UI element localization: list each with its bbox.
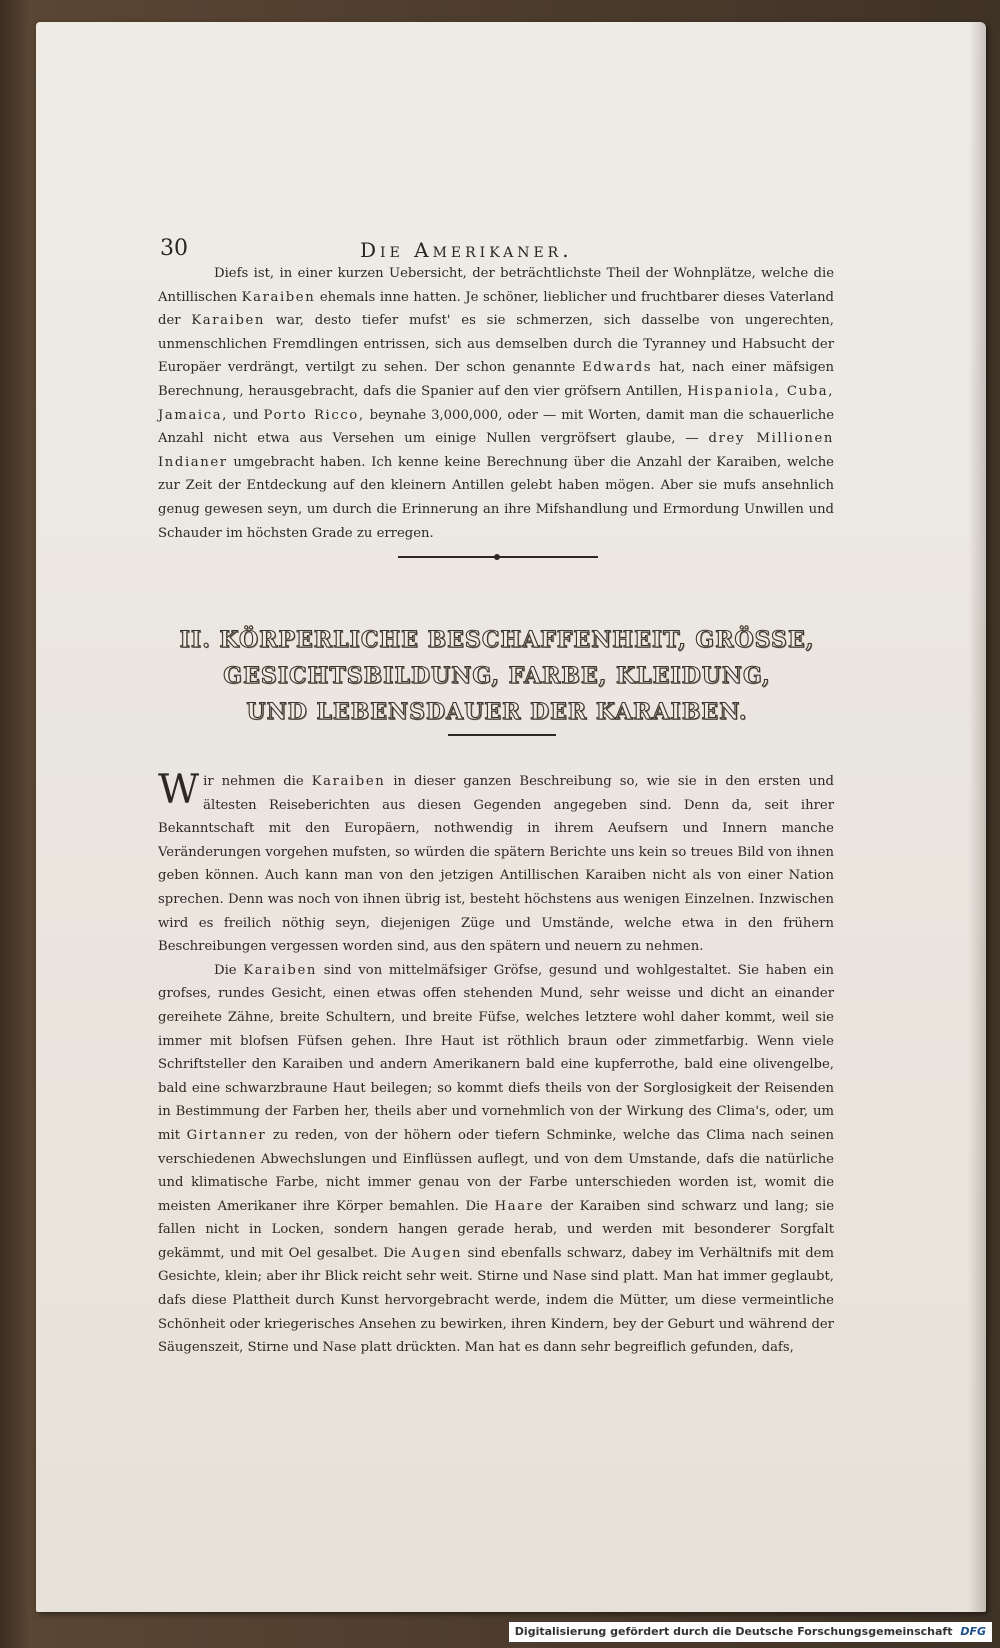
spaced-name: drey Millionen Indianer (158, 431, 834, 470)
footer-text: Digitalisierung gefördert durch die Deutsche Forschungsgemeinschaft (514, 1625, 953, 1638)
digitization-footer (509, 1622, 992, 1642)
spaced-name: Haare (494, 1198, 544, 1214)
text-run: in dieser ganzen Beschreibung so, wie sie in den ersten und ältesten Reiseberichten aus diesen Gegenden angegeben sind. Denn da, seit ihrer Bekanntschaft mit den Europäern, nothwendig in ihrem Aeufsern und Innern manche Veränderungen vorgehen mufsten, so würden die spätern Berichte uns kein so treues Bild von ihnen geben können. Auch kann man von den jetzigen Antillischen Karaiben nicht als von einer Nation sprechen. Denn was noch von ihnen übrig ist, besteht höchstens aus wenigen Einzelnen. Inzwischen wird es freilich nöthig seyn, diejenigen Züge und Umstände, welche etwa in den frühern Beschreibungen vergessen worden sind, aus den spätern und neuern zu nehmen. (158, 774, 834, 955)
text-run: sind von mittelmäfsiger Gröfse, gesund und wohlgestaltet. Sie haben ein grofses, rundes Gesicht, einen etwas offen stehenden Mund, sehr weisse und dicht an einander gereihete Zähne, breite Schultern, und breite Füfse, welches letztere wohl daher kommt, weil sie immer mit blofsen Füfsen gehen. Ihre Haut ist röthlich braun oder zimmetfarbig. Wenn viele Schriftsteller den Karaiben und andern Amerikanern bald eine kupferrothe, bald eine olivengelbe, bald eine schwarzbraune Haut beilegen; so kommt diefs theils von der Sorglosigkeit der Reisenden in Bestimmung der Farben her, theils aber und vornehmlich von der Wirkung des Clima's, oder, um mit (158, 962, 834, 1143)
text-run: Die (214, 962, 244, 978)
text-run: ir nehmen die (203, 774, 312, 789)
text-run: sind ebenfalls schwarz, dabey im Verhältnifs mit dem Gesichte, klein; aber ihr Blick reicht sehr weit. Stirne und Nase sind platt. Man hat immer geglaubt, dafs diese Plattheit durch Kunst hervorgebracht werde, indem die Mütter, um diese vermeintliche Schönheit oder kriegerisches Ansehen zu bewirken, ihren Kindern, bey der Geburt und während der Säugenszeit, Stirne und Nase platt drückten. Man hat es dann sehr begreiflich gefunden, dafs, (158, 1245, 834, 1356)
heading-line-2: GESICHTSBILDUNG, FARBE, KLEIDUNG, (223, 663, 771, 689)
text-run: hat, nach einer mäfsigen Berechnung, herausgebracht, dafs die Spanier auf den vier gröfsern Antillen, (158, 360, 834, 399)
drop-cap: W (158, 767, 200, 813)
spaced-name: Hispaniola, Cuba, Jamaica, (158, 383, 835, 423)
text-run: der Karaiben sind schwarz und lang; sie fallen nicht in Locken, sondern hangen gerade herab, und werden mit besonderer Sorgfalt gekämmt, und mit Oel gesalbet. Die (158, 1198, 834, 1261)
text-run: und (227, 407, 264, 423)
paragraph (158, 767, 834, 959)
text-run: ehemals inne hatten. Je schöner, lieblicher und fruchtbarer dieses Vaterland der (158, 289, 835, 329)
text-run: zu reden, von der höhern oder tiefern Schminke, welche das Clima nach seinen verschiedenen Abwechslungen und Einflüssen auflegt, und von dem Umstande, dafs die natürliche und klimatische Farbe, nicht immer genau von der Farbe unterschieden worden ist, womit die meisten Amerikaner ihre Körper bemahlen. Die (158, 1127, 835, 1214)
heading-line-1: II. KÖRPERLICHE BESCHAFFENHEIT, GRÖSSE, (179, 627, 815, 653)
ornamental-divider-bottom (448, 734, 556, 736)
section-1-text (158, 262, 834, 545)
dfg-logo: DFG (960, 1625, 986, 1638)
spaced-name: Edwards (582, 360, 653, 376)
text-run: Diefs ist, in einer kurzen Uebersicht, der beträchtlichste Theil der Wohnplätze, welche die Antillischen (158, 266, 834, 305)
text-run: beynahe 3,000,000, oder — mit Worten, damit man die schauerliche Anzahl nicht etwa aus Versehen um einige Nullen vergröfsert glaube, — (158, 407, 835, 447)
text-run: umgebracht haben. Ich kenne keine Berechnung über die Anzahl der Karaiben, welche zur Zeit der Entdeckung auf den kleinern Antillen gelebt haben mögen. Aber sie mufs ansehnlich genug gewesen seyn, um durch die Erinnerung an ihre Mifshandlung und Ermordung Unwillen und Schauder im höchsten Grade zu erregen. (158, 454, 834, 541)
page-number: 30 (160, 236, 188, 261)
spaced-name: Girtanner (186, 1127, 267, 1143)
spaced-name: Augen (411, 1245, 463, 1261)
section-2-text (158, 767, 835, 1360)
paragraph (158, 262, 834, 545)
chapter-heading (152, 622, 842, 730)
spaced-name: Karaiben (191, 313, 265, 329)
spaced-name: Karaiben (243, 962, 317, 978)
heading-line-3: UND LEBENSDAUER DER KARAIBEN. (246, 699, 748, 725)
paragraph (158, 959, 834, 1360)
text-run: war, desto tiefer mufst' es sie schmerzen, sich dasselbe von ungerechten, unmenschlichen Fremdlingen entrissen, sich aus demselben durch die Tyranney und Habsucht der Europäer verdrängt, vertilgt zu sehen. Der schon genannte (158, 313, 834, 376)
divider-ornament (494, 554, 500, 560)
spaced-name: Karaiben (311, 774, 386, 789)
running-head-title: Die Amerikaner. (360, 238, 573, 262)
spaced-name: Karaiben (241, 289, 316, 305)
spaced-name: Porto Ricco, (263, 407, 365, 423)
